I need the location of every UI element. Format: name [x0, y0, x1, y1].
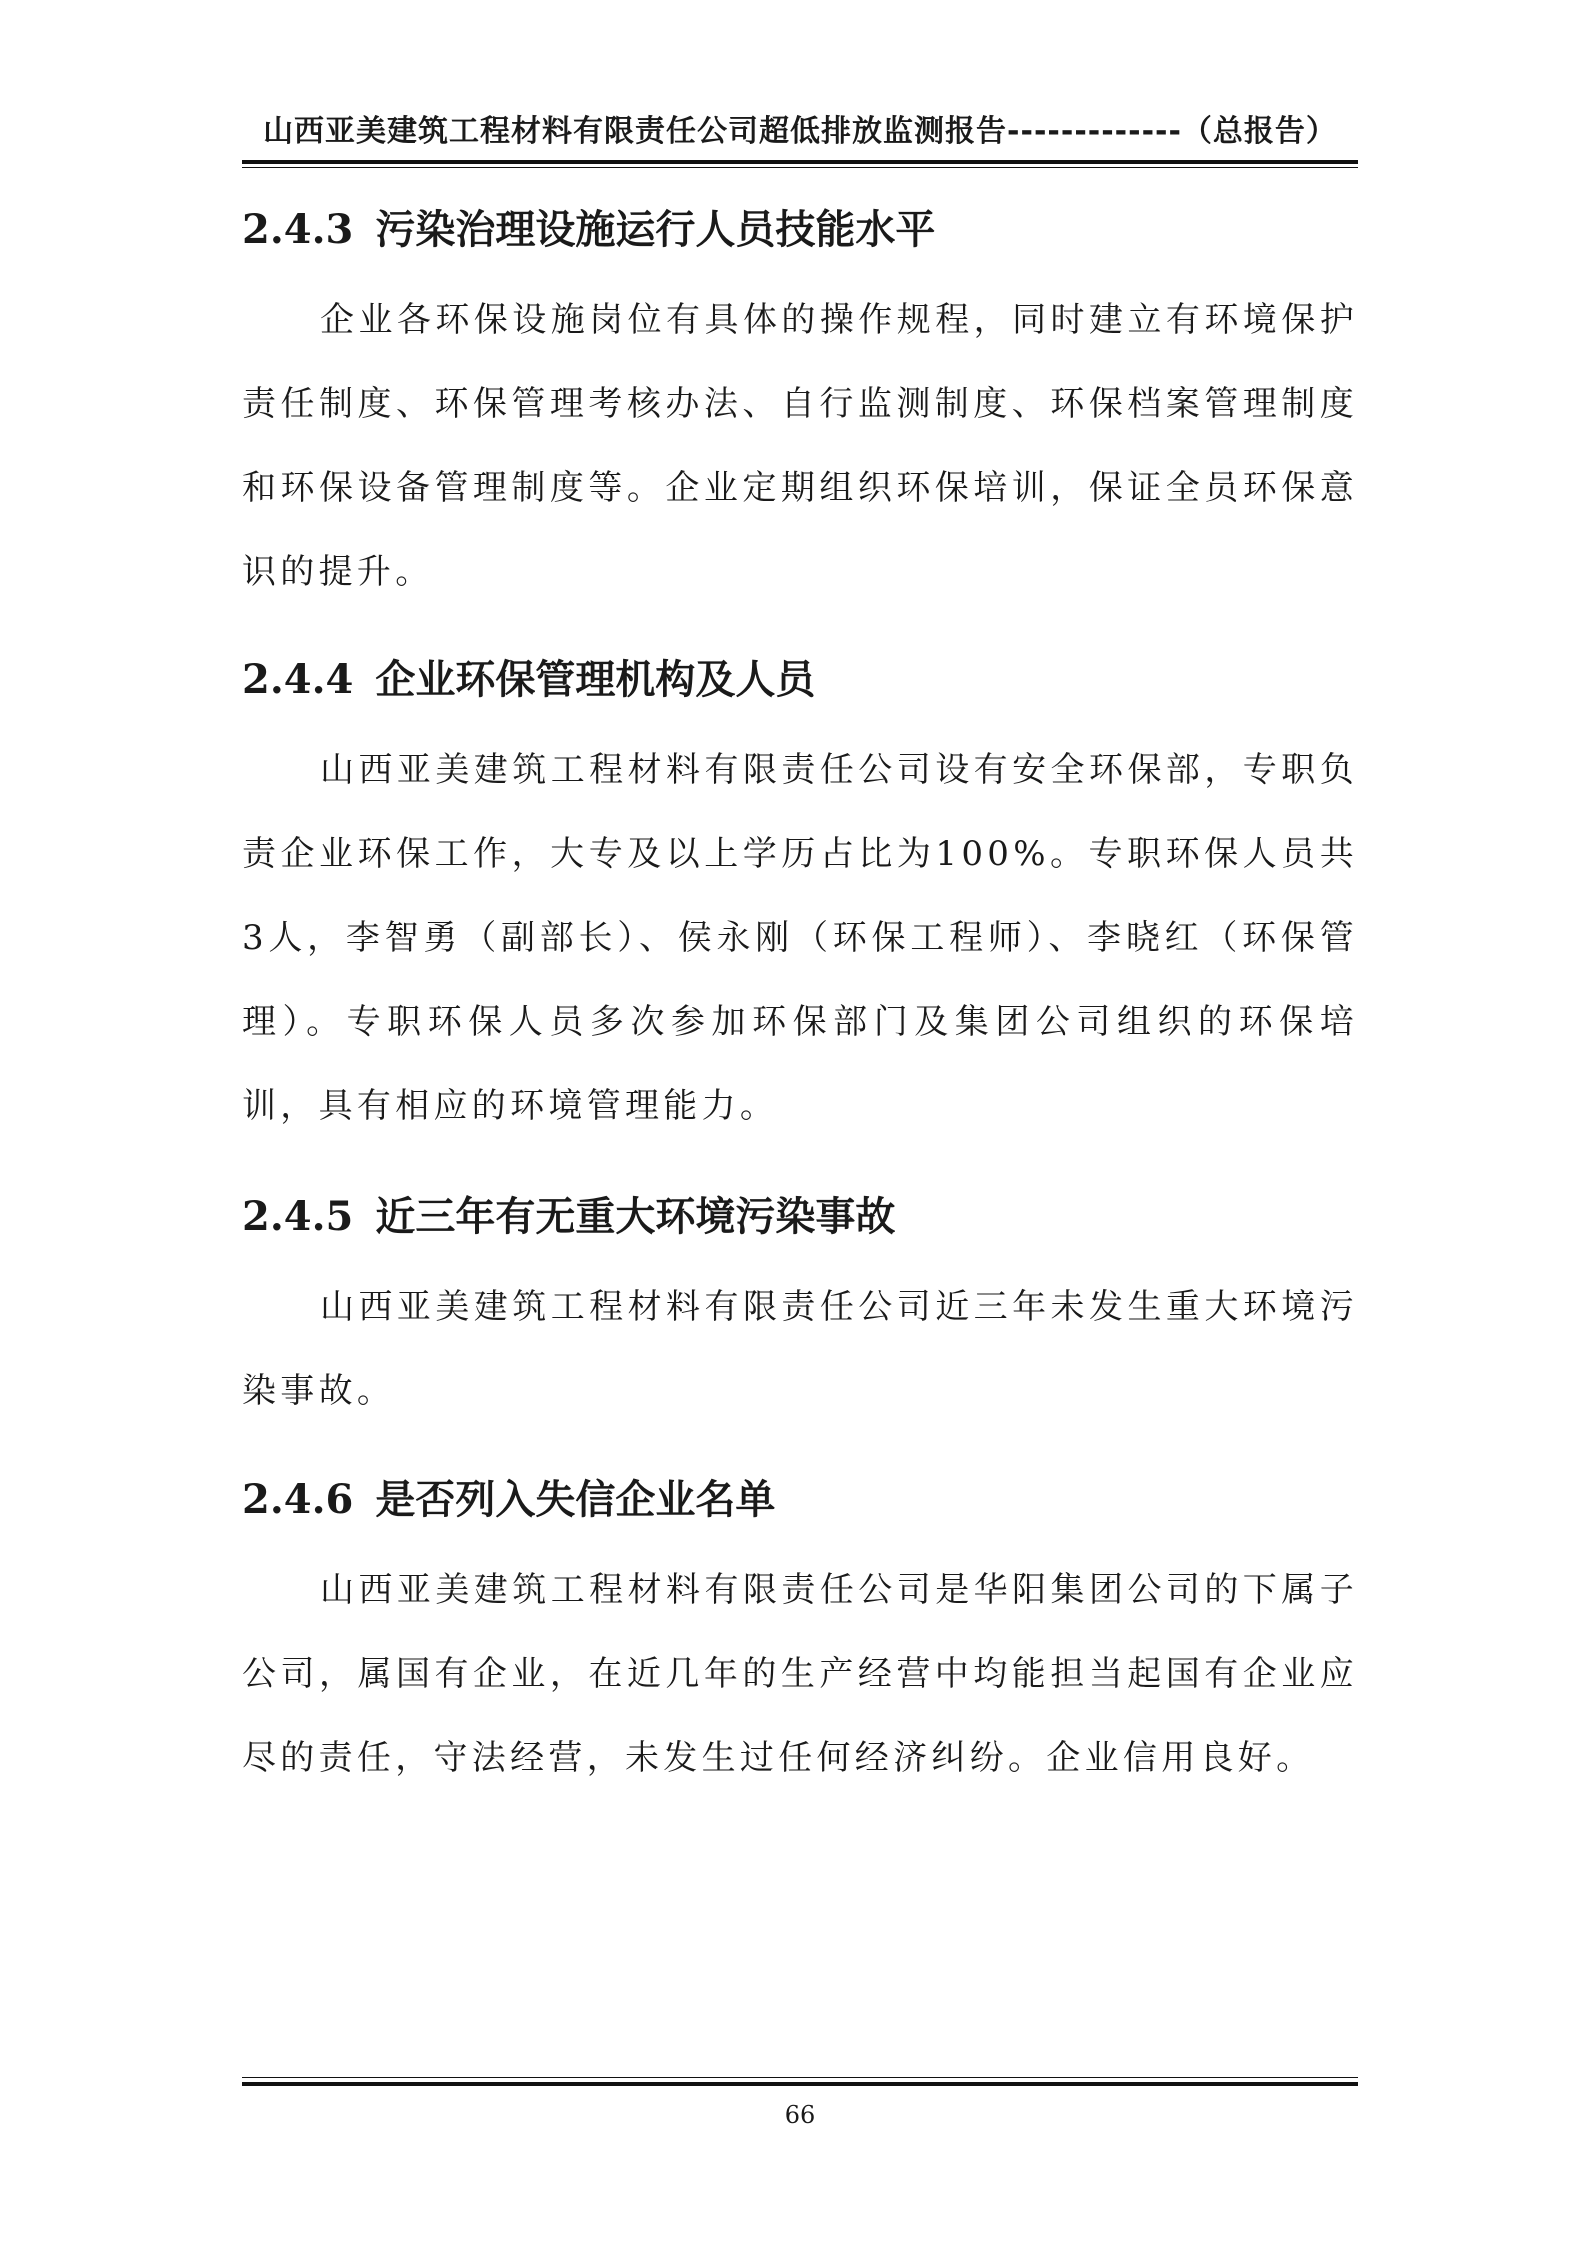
section-2-4-6: [242, 1470, 1358, 1800]
section-title: 近三年有无重大环境污染事故: [375, 1194, 896, 1240]
footer-rule-thin: [242, 2077, 1358, 2078]
section-heading: [242, 1187, 1358, 1247]
section-heading: [242, 1470, 1358, 1530]
header-rule-thin: [242, 167, 1358, 168]
section-paragraph: 山西亚美建筑工程材料有限责任公司近三年未发生重大环境污染事故。: [242, 1287, 1358, 1411]
section-paragraph: 山西亚美建筑工程材料有限责任公司是华阳集团公司的下属子公司，属国有企业，在近几年的生产经营中均能担当起国有企业应尽的责任，守法经营，未发生过任何经济纠纷。企业信用良好。: [242, 1570, 1358, 1778]
section-number: 2.4.5: [242, 1193, 354, 1240]
section-2-4-5: [242, 1187, 1358, 1433]
section-paragraph: 山西亚美建筑工程材料有限责任公司设有安全环保部，专职负责企业环保工作，大专及以上学历占比为100%。专职环保人员共3人，李智勇（副部长）、侯永刚（环保工程师）、李晓红（环保管理）。专职环保人员多次参加环保部门及集团公司组织的环保培训，具有相应的环境管理能力。: [242, 750, 1358, 1126]
section-title: 企业环保管理机构及人员: [375, 657, 816, 703]
page-header-title: 山西亚美建筑工程材料有限责任公司超低排放监测报告-------------（总报告）: [263, 114, 1337, 149]
section-number: 2.4.6: [242, 1476, 354, 1523]
section-heading: [242, 650, 1358, 710]
section-2-4-4: [242, 650, 1358, 1148]
section-paragraph: 企业各环保设施岗位有具体的操作规程，同时建立有环境保护责任制度、环保管理考核办法、自行监测制度、环保档案管理制度和环保设备管理制度等。企业定期组织环保培训，保证全员环保意识的提升。: [242, 300, 1358, 592]
header-rule-thick: [242, 160, 1358, 164]
section-2-4-3: [242, 200, 1358, 614]
page-number: 66: [784, 2101, 816, 2129]
section-number: 2.4.4: [242, 656, 354, 703]
footer-rule-thick: [242, 2082, 1358, 2086]
section-number: 2.4.3: [242, 206, 354, 253]
section-heading: [242, 200, 1358, 260]
section-title: 污染治理设施运行人员技能水平: [375, 207, 936, 253]
section-title: 是否列入失信企业名单: [375, 1477, 776, 1523]
